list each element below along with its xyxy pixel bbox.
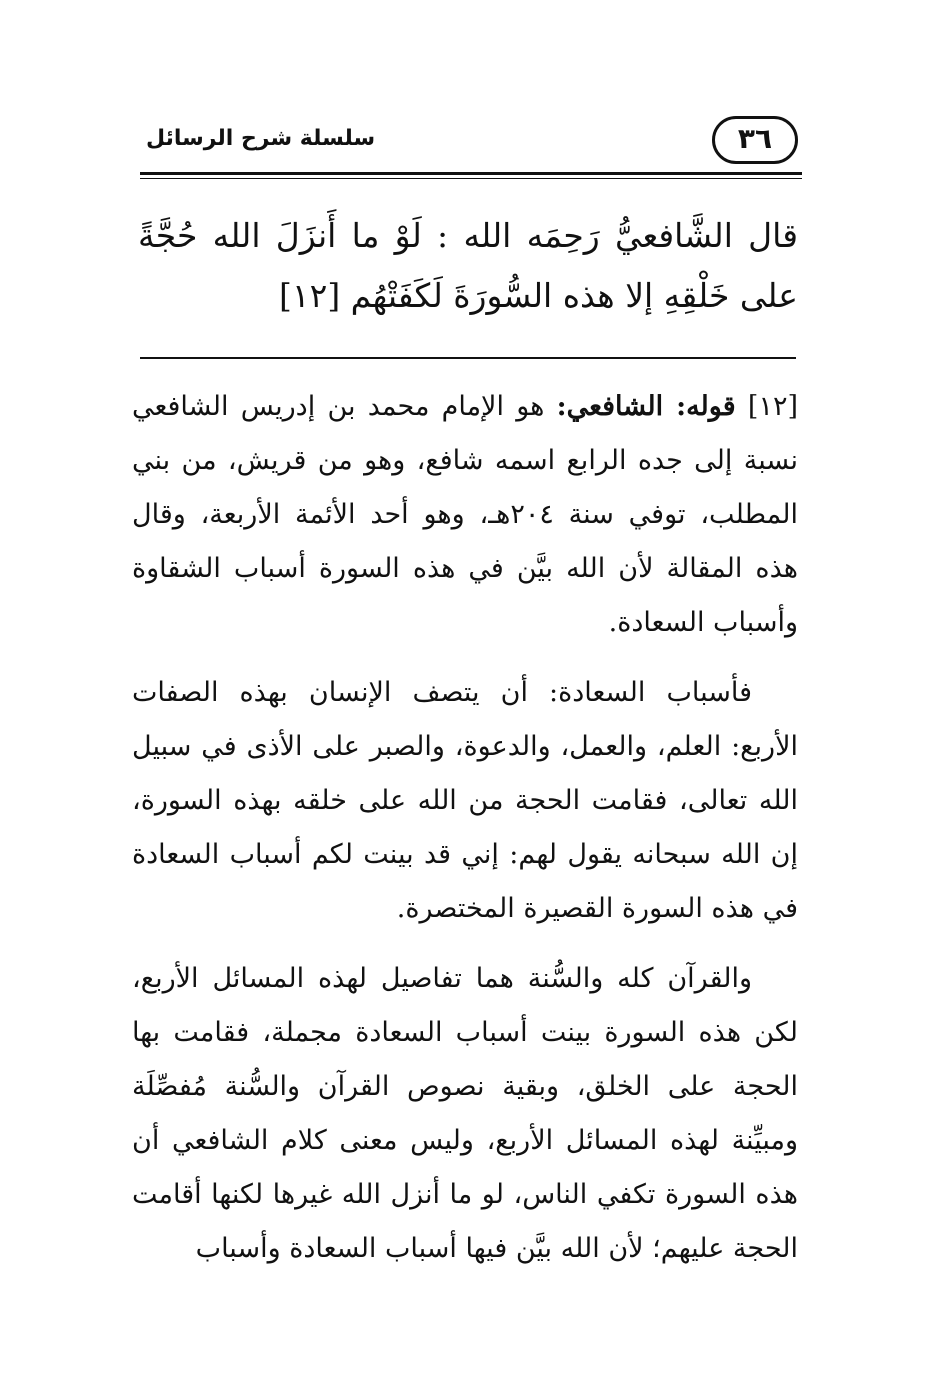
page-header bbox=[140, 112, 800, 174]
page-number: ٣٦ bbox=[712, 116, 798, 164]
series-title: سلسلة شرح الرسائل bbox=[146, 126, 376, 151]
footnote-separator bbox=[140, 357, 796, 359]
footnote-text: هو الإمام محمد بن إدريس الشافعي نسبة إلى جده الرابع اسمه شافع، وهو من قريش، من بني المطلب، توفي سنة ٢٠٤هـ، وهو أحد الأئمة الأربعة، وقال هذه المقالة لأن الله بيَّن في هذه السورة أسباب الشقاوة وأسباب السعادة. bbox=[132, 391, 798, 638]
paragraph: فأسباب السعادة: أن يتصف الإنسان بهذه الصفات الأربع: العلم، والعمل، والدعوة، والصبر على الأذى في سبيل الله تعالى، فقامت الحجة من الله على خلقه بهذه السورة، إن الله سبحانه يقول لهم: إني قد بينت لكم أسباب السعادة في هذه السورة القصيرة المختصرة. bbox=[132, 677, 798, 924]
footnote-lead: قوله: الشافعي: bbox=[556, 391, 736, 422]
commentary-body bbox=[132, 380, 798, 1292]
footnote-marker: [١٢] bbox=[747, 391, 798, 422]
paragraph: والقرآن كله والسُّنة هما تفاصيل لهذه المسائل الأربع، لكن هذه السورة بينت أسباب السعادة مجملة، فقامت بها الحجة على الخلق، وبقية نصوص القرآن والسُّنة مُفصِّلَة ومبيِّنة لهذه المسائل الأربع، وليس معنى كلام الشافعي أن هذه السورة تكفي الناس، لو ما أنزل الله غيرها لكنها أقامت الحجة عليهم؛ لأن الله بيَّن فيها أسباب السعادة وأسباب bbox=[132, 963, 798, 1264]
footnote-paragraph bbox=[132, 380, 798, 650]
main-quote: قال الشَّافعيُّ رَحِمَه الله : لَوْ ما أَنزَلَ الله حُجَّةً على خَلْقِهِ إلا هذه السُّورَةَ لَكَفَتْهُم [١٢] bbox=[138, 216, 798, 315]
header-rule-thin bbox=[140, 178, 802, 179]
header-rule-thick bbox=[140, 172, 802, 175]
